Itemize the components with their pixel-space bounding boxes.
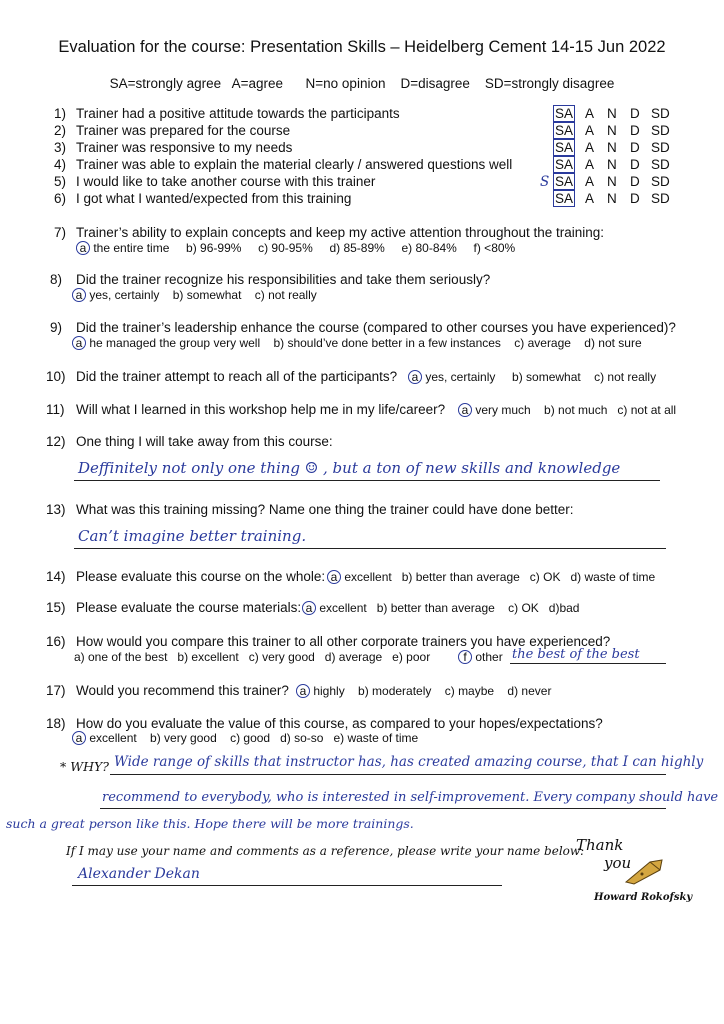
scale-a[interactable]: A [585,191,595,206]
q8-number: 8) [50,272,63,287]
item-text: I got what I wanted/expected from this training [76,191,352,206]
q7-options [76,241,515,255]
q16-other-label: other [475,650,503,664]
q13-answer-line [74,548,666,549]
why-label: * WHY? [60,759,109,774]
q14-text: Please evaluate this course on the whole: [76,569,326,584]
why-line-2 [100,808,666,809]
thank-you-text-2: you [604,854,632,872]
item-number: 1) [54,106,67,121]
sa-choice[interactable]: SA [555,140,574,155]
sa-choice[interactable]: SA [555,123,574,138]
circled-option[interactable]: a [72,731,86,745]
scale-a[interactable]: A [585,106,595,121]
q13-number: 13) [46,502,66,517]
q11-text: Will what I learned in this workshop help me in my life/career? [76,402,446,417]
q11-number: 11) [46,402,65,417]
q12-answer-line [74,480,660,481]
q14-number: 14) [46,569,66,584]
scale-sd[interactable]: SD [651,140,670,155]
signature: Howard Rokofsky [594,892,693,903]
q17-text: Would you recommend this trainer? [76,683,289,698]
scale-sd[interactable]: SD [651,191,670,206]
scale-a[interactable]: A [585,157,595,172]
q7-number: 7) [54,225,67,240]
item-number: 3) [54,140,67,155]
q13-text: What was this training missing? Name one thing the trainer could have done better: [76,502,574,517]
scale-d[interactable]: D [630,157,640,172]
q9-number: 9) [50,320,63,335]
q9-options [72,336,642,350]
q14-options-text: excellent b) better than average c) OK d) waste of time [344,570,656,584]
scale-d[interactable]: D [630,123,640,138]
q17-options-text: highly b) moderately c) maybe d) never [313,684,552,698]
scale-sd[interactable]: SD [651,174,670,189]
q16-other-answer[interactable]: the best of the best [512,647,640,662]
scale-a[interactable]: A [585,174,595,189]
sa-choice[interactable]: SA [555,174,574,189]
scale-d[interactable]: D [630,140,640,155]
q16-other [458,650,503,664]
item-text: Trainer was responsive to my needs [76,140,293,155]
circled-option[interactable]: a [458,403,472,417]
q10-number: 10) [46,369,66,384]
q13-answer[interactable]: Can’t imagine better training. [78,527,307,545]
scale-n[interactable]: N [607,140,617,155]
extra-s-mark: S [540,174,550,190]
scale-sd[interactable]: SD [651,106,670,121]
q7-options-text: the entire time b) 96-99% c) 90-95% d) 85-89% e) 80-84% f) <80% [93,241,516,255]
q16-options: a) one of the best b) excellent c) very good d) average e) poor [74,650,431,664]
q17-number: 17) [46,683,66,698]
circled-option[interactable]: a [76,241,90,255]
scale-d[interactable]: D [630,191,640,206]
q15-number: 15) [46,600,66,615]
item-text: Trainer was prepared for the course [76,123,291,138]
scale-sd[interactable]: SD [651,123,670,138]
item-number: 2) [54,123,67,138]
reference-name-line [72,885,502,886]
q18-text: How do you evaluate the value of this course, as compared to your hopes/expectations? [76,716,603,731]
q15-options [302,601,579,615]
scale-n[interactable]: N [607,191,617,206]
circled-option[interactable]: a [296,684,310,698]
scale-n[interactable]: N [607,157,617,172]
item-number: 6) [54,191,67,206]
item-text: Trainer was able to explain the material clearly / answered questions well [76,157,513,172]
scale-n[interactable]: N [607,106,617,121]
circled-option[interactable]: a [72,336,86,350]
q15-text: Please evaluate the course materials: [76,600,302,615]
q12-number: 12) [46,434,66,449]
circled-option[interactable]: a [302,601,316,615]
scale-d[interactable]: D [630,106,640,121]
q9-options-text: he managed the group very well b) should’ve done better in a few instances c) average d) not sure [89,336,642,350]
scale-d[interactable]: D [630,174,640,189]
scale-a[interactable]: A [585,140,595,155]
fountain-pen-icon [620,856,670,886]
q8-text: Did the trainer recognize his responsibilities and take them seriously? [76,272,491,287]
page-title: Evaluation for the course: Presentation Skills – Heidelberg Cement 14-15 Jun 2022 [58,38,666,56]
scale-a[interactable]: A [585,123,595,138]
circled-option[interactable]: f [458,650,472,664]
why-answer-line-2[interactable]: recommend to everybody, who is interested in self-improvement. Every company should have [102,790,719,805]
q15-options-text: excellent b) better than average c) OK d)bad [319,601,580,615]
q17-options [296,684,551,698]
circled-option[interactable]: a [408,370,422,384]
why-answer-line-1[interactable]: Wide range of skills that instructor has, has created amazing course, that I can highly [114,754,704,770]
item-number: 4) [54,157,67,172]
sa-choice[interactable]: SA [555,157,574,172]
q12-answer[interactable]: Deffinitely not only one thing ☺ , but a ton of new skills and knowledge [78,459,621,477]
q10-text: Did the trainer attempt to reach all of the participants? [76,369,398,384]
thank-you-text: Thank [576,836,624,854]
q8-options-text: yes, certainly b) somewhat c) not really [89,288,317,302]
rating-legend: SA=strongly agree A=agree N=no opinion D=disagree SD=strongly disagree [109,76,615,91]
item-text: I would like to take another course with this trainer [76,174,376,189]
q7-text: Trainer’s ability to explain concepts and keep my active attention throughout the training: [76,225,605,240]
circled-option[interactable]: a [72,288,86,302]
q16-number: 16) [46,634,66,649]
sa-choice[interactable]: SA [555,106,574,121]
reference-name[interactable]: Alexander Dekan [78,866,200,882]
q16-text: How would you compare this trainer to all other corporate trainers you have experienced? [76,634,611,649]
item-text: Trainer had a positive attitude towards the participants [76,106,400,121]
reference-text: If I may use your name and comments as a reference, please write your name below: [66,844,585,858]
q11-options [458,403,676,417]
why-line-1 [110,774,666,775]
circled-option[interactable]: a [327,570,341,584]
scale-sd[interactable]: SD [651,157,670,172]
q18-number: 18) [46,716,66,731]
q9-text: Did the trainer’s leadership enhance the course (compared to other courses you have experienced)? [76,320,676,335]
scale-n[interactable]: N [607,174,617,189]
q10-options [408,370,656,384]
q11-options-text: very much b) not much c) not at all [475,403,677,417]
q16-other-line [510,663,666,664]
sa-choice[interactable]: SA [555,191,574,206]
scale-n[interactable]: N [607,123,617,138]
q8-options [72,288,317,302]
item-number: 5) [54,174,67,189]
q10-options-text: yes, certainly b) somewhat c) not really [425,370,657,384]
q14-options [327,570,655,584]
q18-options-text: excellent b) very good c) good d) so-so e) waste of time [89,731,419,745]
q18-options [72,731,418,745]
q12-text: One thing I will take away from this course: [76,434,333,449]
why-answer-line-3[interactable]: such a great person like this. Hope there will be more trainings. [6,816,414,831]
